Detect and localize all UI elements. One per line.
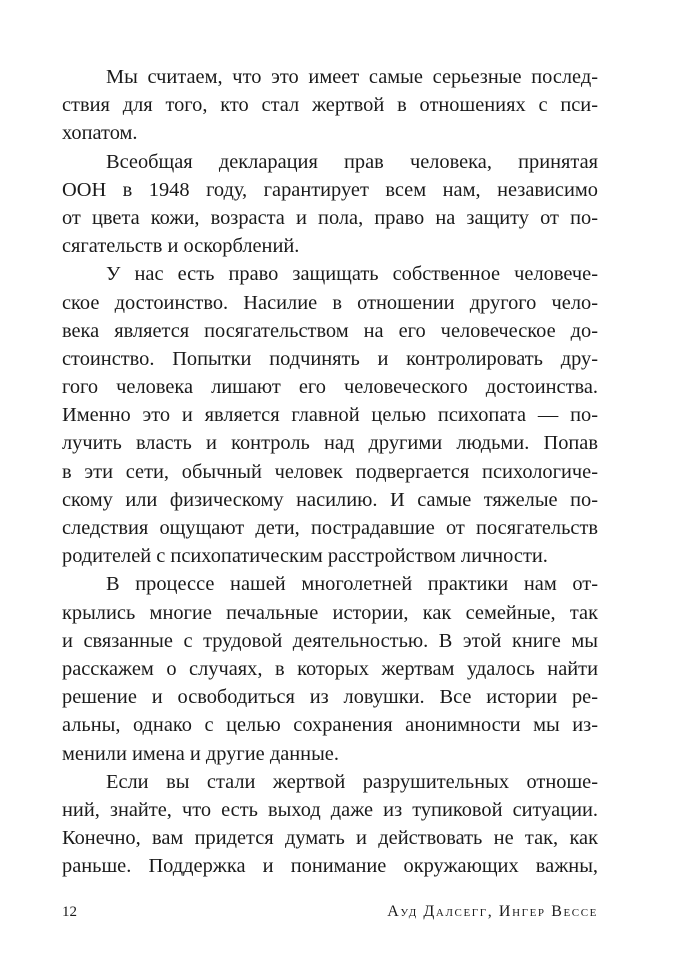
- text-line: расскажем о случаях, в которых жертвам удалось найти: [62, 657, 598, 680]
- text-line: в эти сети, обычный человек подвергается психологиче-: [62, 460, 598, 483]
- text-line: сягательств и оскорблений.: [62, 235, 300, 258]
- text-line: хопатом.: [62, 122, 138, 145]
- text-line: и связанные с трудовой деятельностью. В этой книге мы: [62, 629, 598, 652]
- text-line: менили имена и другие данные.: [62, 742, 339, 765]
- text-line: Именно это и является главной целью психопата — по-: [62, 404, 598, 427]
- text-line: ний, знайте, что есть выход даже из тупиковой ситуации.: [62, 798, 598, 821]
- text-line: века является посягательством на его человеческое до-: [62, 319, 598, 342]
- text-line: В процессе нашей многолетней практики нам от-: [106, 573, 598, 596]
- page-body-text: [62, 63, 598, 880]
- text-line: родителей с психопатическим расстройством личности.: [62, 545, 548, 568]
- text-line: ское достоинство. Насилие в отношении другого чело-: [62, 291, 598, 314]
- text-line: лучить власть и контроль над другими людьми. Попав: [62, 432, 598, 455]
- text-line: ствия для того, кто стал жертвой в отношениях с пси-: [62, 94, 598, 117]
- text-line: Конечно, вам придется думать и действовать не так, как: [62, 827, 598, 850]
- text-line: Если вы стали жертвой разрушительных отноше-: [106, 770, 598, 793]
- text-line: решение и освободиться из ловушки. Все истории ре-: [62, 686, 598, 709]
- text-line: крылись многие печальные истории, как семейные, так: [62, 601, 598, 624]
- text-line: гого человека лишают его человеческого достоинства.: [62, 376, 598, 399]
- page-footer: [62, 900, 598, 924]
- paragraph: [62, 768, 598, 881]
- text-line: У нас есть право защищать собственное человече-: [106, 263, 598, 286]
- paragraph: [62, 63, 598, 148]
- text-line: Мы считаем, что это имеет самые серьезные послед-: [106, 66, 598, 88]
- running-footer-authors: Ауд Далсегг, Ингер Вессе: [387, 903, 598, 920]
- text-line: ООН в 1948 году, гарантирует всем нам, независимо: [62, 178, 598, 201]
- paragraph: [62, 148, 598, 261]
- text-line: скому или физическому насилию. И самые тяжелые по-: [62, 488, 598, 511]
- paragraph: [62, 570, 598, 767]
- text-line: раньше. Поддержка и понимание окружающих важны,: [62, 855, 598, 878]
- text-line: Всеобщая декларация прав человека, принятая: [106, 150, 598, 173]
- text-line: следствия ощущают дети, пострадавшие от посягательств: [62, 517, 598, 539]
- paragraph: [62, 260, 598, 570]
- page-number: 12: [62, 904, 77, 920]
- text-line: альны, однако с целью сохранения анонимности мы из-: [62, 714, 598, 737]
- text-line: стоинство. Попытки подчинять и контролировать дру-: [62, 347, 598, 370]
- text-line: от цвета кожи, возраста и пола, право на защиту от по-: [62, 206, 598, 229]
